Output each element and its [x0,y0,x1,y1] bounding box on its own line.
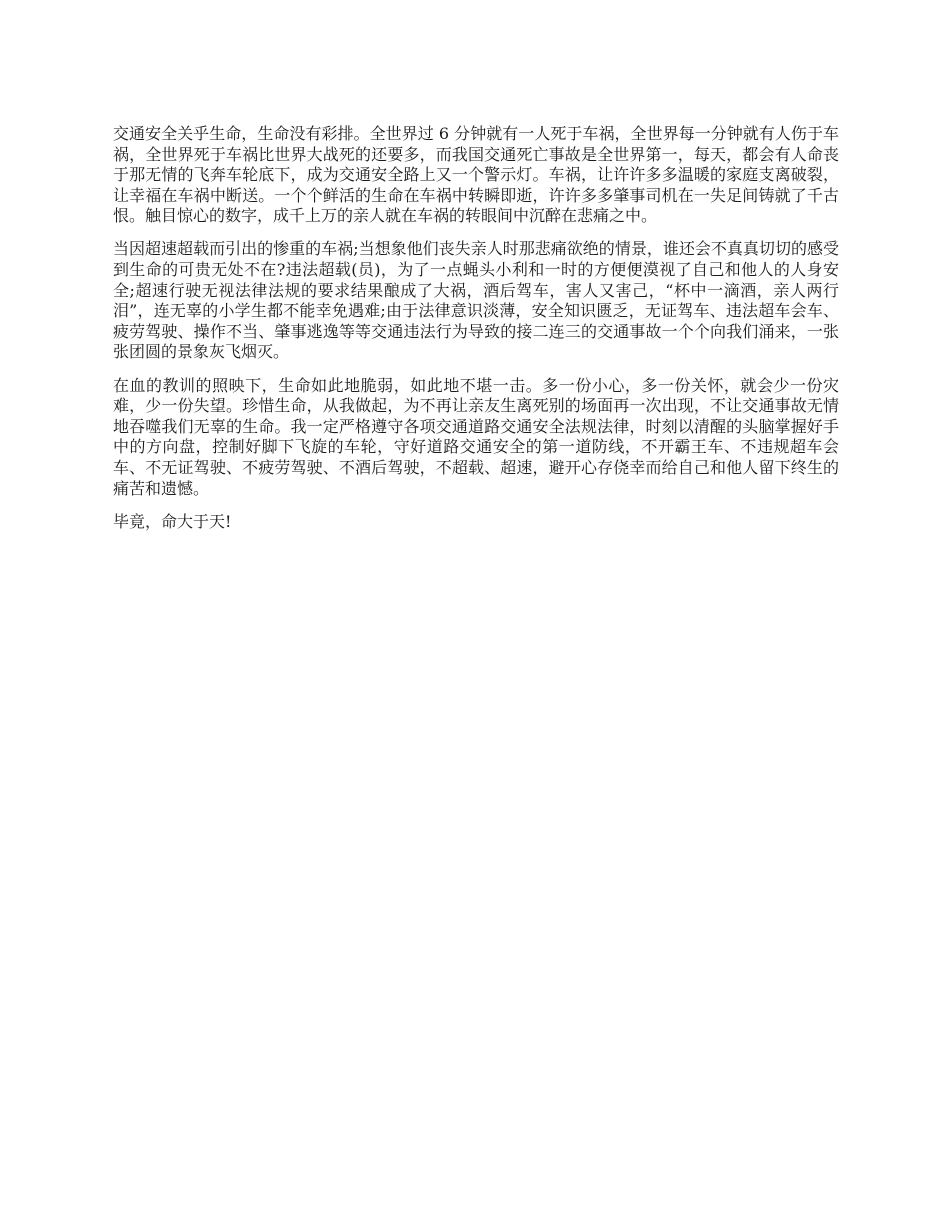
paragraph-3: 在血的教训的照映下，生命如此地脆弱，如此地不堪一击。多一份小心，多一份关怀，就会少一份灾难，少一份失望。珍惜生命，从我做起，为不再让亲友生离死别的场面再一次出现，不让交通事故无情地吞噬我们无辜的生命。我一定严格遵守各项交通道路交通安全法规法律，时刻以清醒的头脑掌握好手中的方向盘，控制好脚下飞旋的车轮，守好道路交通安全的第一道防线，不开霸王车、不违规超车会车、不无证驾驶、不疲劳驾驶、不酒后驾驶，不超载、超速，避开心存侥幸而给自己和他人留下终生的痛苦和遗憾。 [113,375,839,498]
paragraph-2: 当因超速超载而引出的惨重的车祸;当想象他们丧失亲人时那悲痛欲绝的情景，谁还会不真真切切的感受到生命的可贵无处不在?违法超载(员)，为了一点蝇头小利和一时的方便便漠视了自己和他人的人身安全;超速行驶无视法律法规的要求结果酿成了大祸，酒后驾车，害人又害己，“杯中一滴酒，亲人两行泪”，连无辜的小学生都不能幸免遇难;由于法律意识淡薄，安全知识匮乏，无证驾车、违法超车会车、疲劳驾驶、操作不当、肇事逃逸等等交通违法行为导致的接二连三的交通事故一个个向我们涌来，一张张团圆的景象灰飞烟灭。 [113,239,839,362]
paragraph-4: 毕竟，命大于天! [113,511,232,531]
document-body [113,124,839,532]
paragraph-1: 交通安全关乎生命，生命没有彩排。全世界过 6 分钟就有一人死于车祸，全世界每一分钟就有人伤于车祸，全世界死于车祸比世界大战死的还要多，而我国交通死亡事故是全世界第一，每天，都会有人命丧于那无情的飞奔车轮底下，成为交通安全路上又一个警示灯。车祸，让许许多多温暖的家庭支离破裂，让幸福在车祸中断送。一个个鲜活的生命在车祸中转瞬即逝，许许多多肇事司机在一失足间铸就了千古恨。触目惊心的数字，成千上万的亲人就在车祸的转眼间中沉醉在悲痛之中。 [113,124,839,226]
